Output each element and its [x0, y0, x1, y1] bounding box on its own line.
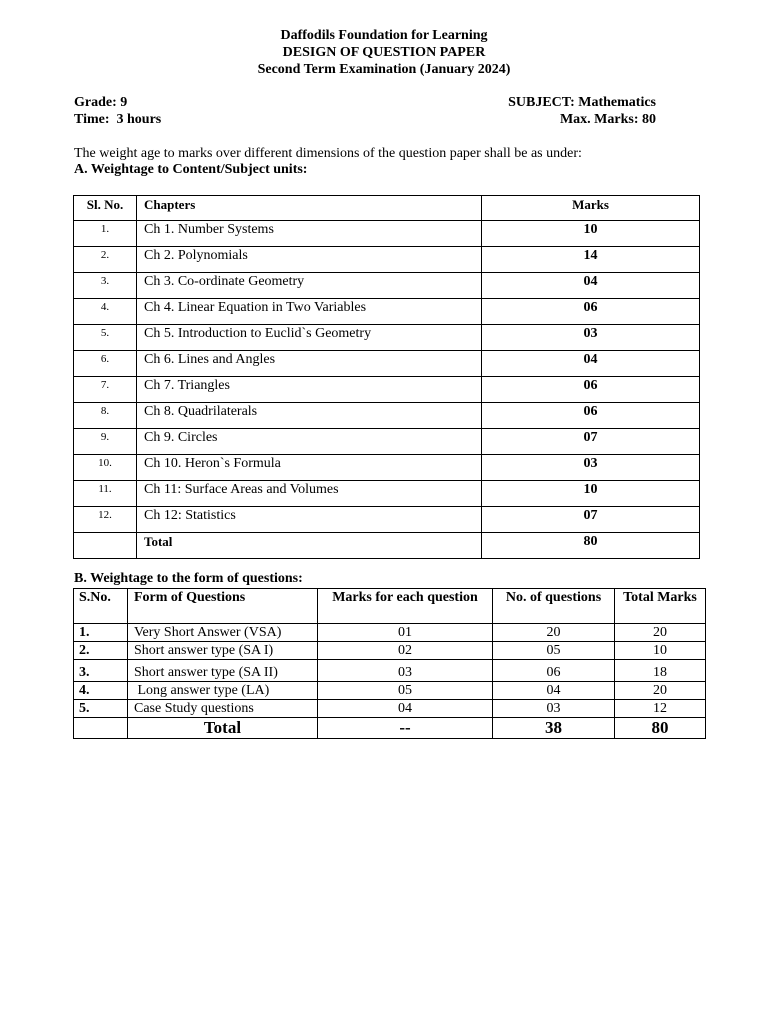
- count-cell: 20: [493, 624, 615, 642]
- table-row: [74, 642, 706, 660]
- table-row: [74, 351, 700, 377]
- sl-no-cell: 2.: [74, 247, 137, 273]
- col-header-total-marks: Total Marks: [615, 589, 706, 624]
- content-weightage-table: [73, 195, 700, 559]
- col-header-marks-each: Marks for each question: [318, 589, 493, 624]
- marks-each-cell: 05: [318, 682, 493, 700]
- chapter-cell: Ch 6. Lines and Angles: [137, 351, 482, 377]
- document-title: DESIGN OF QUESTION PAPER: [282, 45, 486, 60]
- table-row: [74, 299, 700, 325]
- table-row: [74, 507, 700, 533]
- exam-name: Second Term Examination (January 2024): [257, 62, 511, 77]
- count-cell: 06: [493, 660, 615, 682]
- marks-cell: 07: [482, 429, 700, 455]
- marks-each-cell: 01: [318, 624, 493, 642]
- sno-cell: 3.: [74, 660, 128, 682]
- chapter-cell: Ch 2. Polynomials: [137, 247, 482, 273]
- empty-cell: [74, 533, 137, 559]
- grade-label: Grade: 9: [74, 95, 128, 110]
- sl-no-cell: 4.: [74, 299, 137, 325]
- table-row: [74, 377, 700, 403]
- marks-cell: 14: [482, 247, 700, 273]
- sl-no-cell: 11.: [74, 481, 137, 507]
- total-label: Total: [128, 718, 318, 739]
- marks-cell: 03: [482, 455, 700, 481]
- sl-no-cell: 3.: [74, 273, 137, 299]
- total-cell: 18: [615, 660, 706, 682]
- col-header-form: Form of Questions: [128, 589, 318, 624]
- sno-cell: 4.: [74, 682, 128, 700]
- total-marks: 80: [482, 533, 700, 559]
- count-cell: 04: [493, 682, 615, 700]
- sno-cell: 5.: [74, 700, 128, 718]
- total-cell: 20: [615, 624, 706, 642]
- chapter-cell: Ch 8. Quadrilaterals: [137, 403, 482, 429]
- marks-cell: 04: [482, 273, 700, 299]
- chapter-cell: Ch 7. Triangles: [137, 377, 482, 403]
- marks-cell: 07: [482, 507, 700, 533]
- org-name: Daffodils Foundation for Learning: [280, 28, 488, 43]
- col-header-marks: Marks: [482, 196, 700, 221]
- total-cell: 20: [615, 682, 706, 700]
- table-row: [74, 660, 706, 682]
- section-a-title: A. Weightage to Content/Subject units:: [74, 162, 308, 177]
- table-row: [74, 221, 700, 247]
- chapter-cell: Ch 11: Surface Areas and Volumes: [137, 481, 482, 507]
- table-row: [74, 325, 700, 351]
- form-cell: Short answer type (SA II): [128, 660, 318, 682]
- max-marks-label: Max. Marks: 80: [559, 112, 656, 127]
- total-marks: 80: [615, 718, 706, 739]
- sl-no-cell: 12.: [74, 507, 137, 533]
- table-row: [74, 273, 700, 299]
- question-form-table: [73, 588, 706, 739]
- sl-no-cell: 8.: [74, 403, 137, 429]
- chapter-cell: Ch 3. Co-ordinate Geometry: [137, 273, 482, 299]
- marks-each-cell: 02: [318, 642, 493, 660]
- chapter-cell: Ch 1. Number Systems: [137, 221, 482, 247]
- form-cell: Very Short Answer (VSA): [128, 624, 318, 642]
- table-row: [74, 455, 700, 481]
- total-count: 38: [493, 718, 615, 739]
- table-row: [74, 700, 706, 718]
- table-row: [74, 429, 700, 455]
- total-row: [74, 533, 700, 559]
- chapter-cell: Ch 10. Heron`s Formula: [137, 455, 482, 481]
- table-header-row: [74, 196, 700, 221]
- count-cell: 05: [493, 642, 615, 660]
- col-header-chapters: Chapters: [137, 196, 482, 221]
- table-header-row: [74, 589, 706, 624]
- empty-cell: [74, 718, 128, 739]
- marks-cell: 03: [482, 325, 700, 351]
- table-row: [74, 247, 700, 273]
- marks-cell: 10: [482, 221, 700, 247]
- chapter-cell: Ch 4. Linear Equation in Two Variables: [137, 299, 482, 325]
- section-b-title: B. Weightage to the form of questions:: [74, 571, 303, 586]
- table-row: [74, 682, 706, 700]
- form-cell: Case Study questions: [128, 700, 318, 718]
- total-cell: 10: [615, 642, 706, 660]
- col-header-sno: S.No.: [74, 589, 128, 624]
- count-cell: 03: [493, 700, 615, 718]
- sl-no-cell: 10.: [74, 455, 137, 481]
- table-row: [74, 624, 706, 642]
- sl-no-cell: 6.: [74, 351, 137, 377]
- marks-each-cell: 04: [318, 700, 493, 718]
- col-header-sl-no: Sl. No.: [74, 196, 137, 221]
- subject-label: SUBJECT: Mathematics: [508, 95, 656, 110]
- form-cell: Long answer type (LA): [128, 682, 318, 700]
- marks-cell: 06: [482, 299, 700, 325]
- chapter-cell: Ch 9. Circles: [137, 429, 482, 455]
- marks-cell: 04: [482, 351, 700, 377]
- document-header: [0, 27, 768, 78]
- sno-cell: 1.: [74, 624, 128, 642]
- sl-no-cell: 5.: [74, 325, 137, 351]
- time-label: Time: 3 hours: [74, 112, 162, 127]
- marks-cell: 06: [482, 377, 700, 403]
- marks-cell: 10: [482, 481, 700, 507]
- table-row: [74, 481, 700, 507]
- table-row: [74, 403, 700, 429]
- total-each: --: [318, 718, 493, 739]
- sl-no-cell: 1.: [74, 221, 137, 247]
- intro-text: The weight age to marks over different dimensions of the question paper shall be as under:: [74, 146, 582, 161]
- total-label: Total: [137, 533, 482, 559]
- marks-cell: 06: [482, 403, 700, 429]
- sl-no-cell: 9.: [74, 429, 137, 455]
- form-cell: Short answer type (SA I): [128, 642, 318, 660]
- total-row: [74, 718, 706, 739]
- marks-each-cell: 03: [318, 660, 493, 682]
- chapter-cell: Ch 5. Introduction to Euclid`s Geometry: [137, 325, 482, 351]
- total-cell: 12: [615, 700, 706, 718]
- sl-no-cell: 7.: [74, 377, 137, 403]
- chapter-cell: Ch 12: Statistics: [137, 507, 482, 533]
- sno-cell: 2.: [74, 642, 128, 660]
- col-header-no-of-questions: No. of questions: [493, 589, 615, 624]
